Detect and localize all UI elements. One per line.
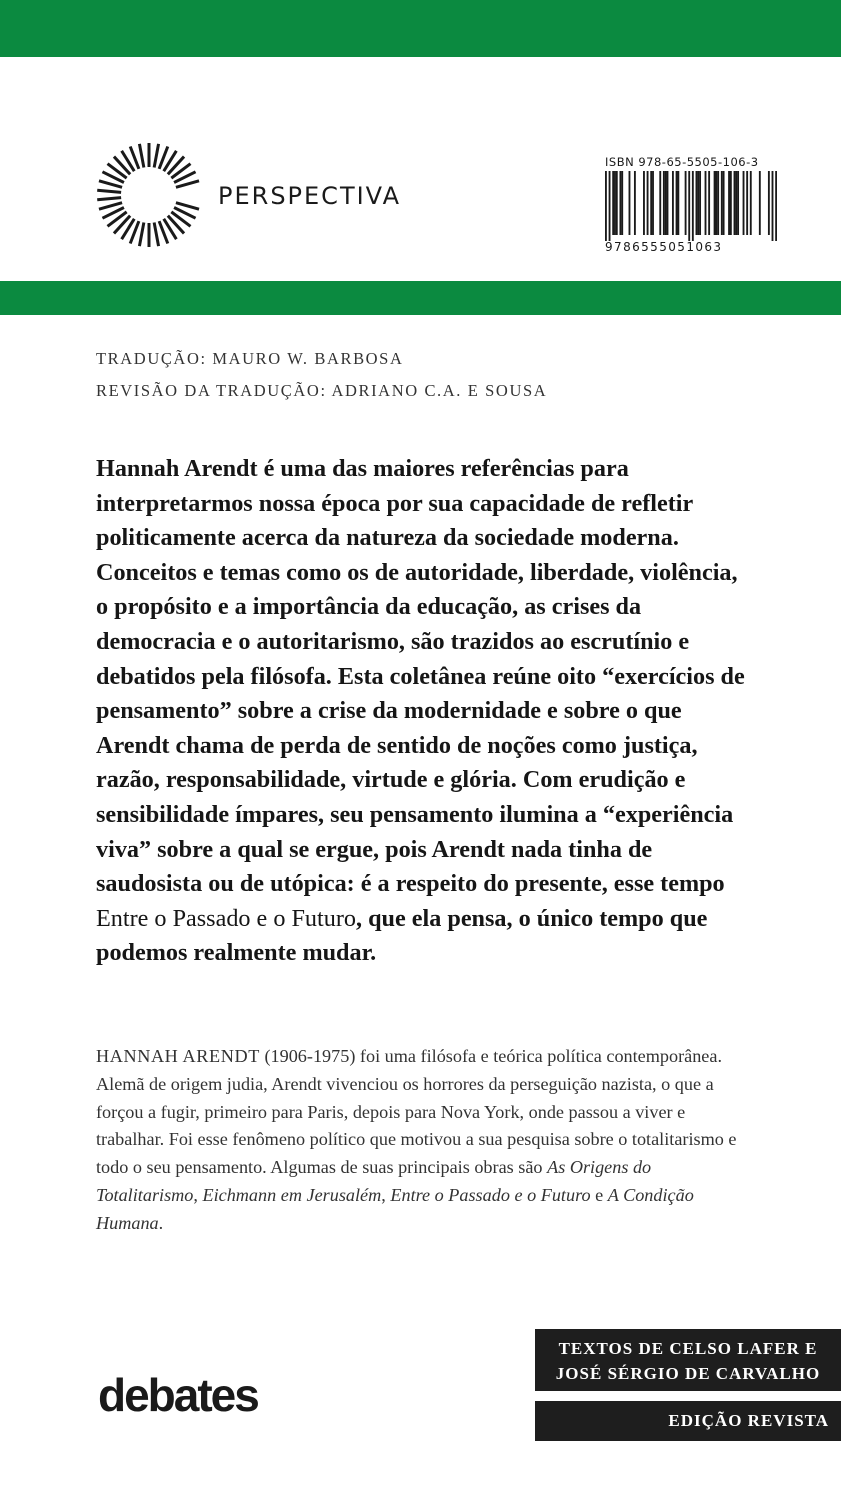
isbn-digits: 9786555051063	[605, 240, 723, 254]
bio-work-title: As Origens do Totalitarismo	[96, 1157, 652, 1205]
blurb-text: Hannah Arendt é uma das maiores referências para interpretarmos nossa época por sua capacidade de refletir politicamente acerca da natureza da sociedade moderna. Conceitos e temas como os de autoridade, liberdade, violência, o propósito e a importância da educação, as crises da democracia e o autoritarismo, são trazidos ao escrutínio e debatidos pela filósofa. Esta coletânea reúne oito “exercícios de pensamento” sobre a crise da modernidade e sobre o que Arendt chama de perda de sentido de noções como justiça, razão, responsabilidade, virtude e glória. Com erudição e sensibilidade ímpares, seu pensamento ilumina a “experiência viva” sobre a qual se ergue, pois Arendt nada tinha de saudosista ou de utópica: é a respeito do presente, esse tempo	[96, 455, 745, 898]
revision-credit: REVISÃO DA TRADUÇÃO: ADRIANO C.A. E SOUSA	[96, 381, 548, 400]
author-bio	[96, 1043, 746, 1238]
sunburst-logo-icon	[94, 140, 204, 250]
blurb-text-end: , que ela pensa, o único tempo que podemos realmente mudar.	[96, 904, 708, 967]
authors-tag-line: JOSÉ SÉRGIO DE CARVALHO	[555, 1364, 821, 1383]
blurb-book-title: Entre o Passado e o Futuro	[96, 904, 356, 932]
middle-green-band	[0, 281, 841, 315]
author-name: HANNAH ARENDT	[96, 1046, 260, 1066]
ean13-barcode-icon	[605, 171, 777, 241]
publisher-name: PERSPECTIVA	[218, 182, 401, 210]
top-green-band	[0, 0, 841, 57]
bio-separator: ,	[193, 1184, 203, 1205]
series-logo: debates	[98, 1369, 258, 1421]
isbn-label: ISBN 978-65-5505-106-3	[605, 155, 759, 169]
book-blurb	[96, 452, 746, 971]
bio-text: (1906-1975) foi uma filósofa e teórica política contemporânea. Alemã de origem judia, Arendt vivenciou os horrores da perseguição nazista, o que a forçou a fugir, primeiro para Paris, depois para Nova York, onde passou a viver e trabalhar. Foi esse fenômeno político que motivou a sua pesquisa sobre o totalitarismo e todo o seu pensamento. Algumas de suas principais obras são	[96, 1046, 737, 1178]
bio-work-title: A Condição Humana	[96, 1184, 694, 1233]
credits-block	[96, 343, 547, 407]
bio-separator: ,	[381, 1184, 391, 1205]
authors-tag	[535, 1329, 841, 1391]
bio-separator: e	[590, 1184, 608, 1205]
isbn-block	[605, 155, 785, 254]
translation-credit: TRADUÇÃO: MAURO W. BARBOSA	[96, 349, 404, 368]
bio-work-title: Entre o Passado e o Futuro	[390, 1184, 591, 1205]
authors-tag-line: TEXTOS DE CELSO LAFER E	[558, 1339, 818, 1358]
bio-end: .	[158, 1212, 164, 1233]
edition-tag: EDIÇÃO REVISTA	[535, 1401, 841, 1441]
bio-work-title: Eichmann em Jerusalém	[202, 1184, 382, 1205]
